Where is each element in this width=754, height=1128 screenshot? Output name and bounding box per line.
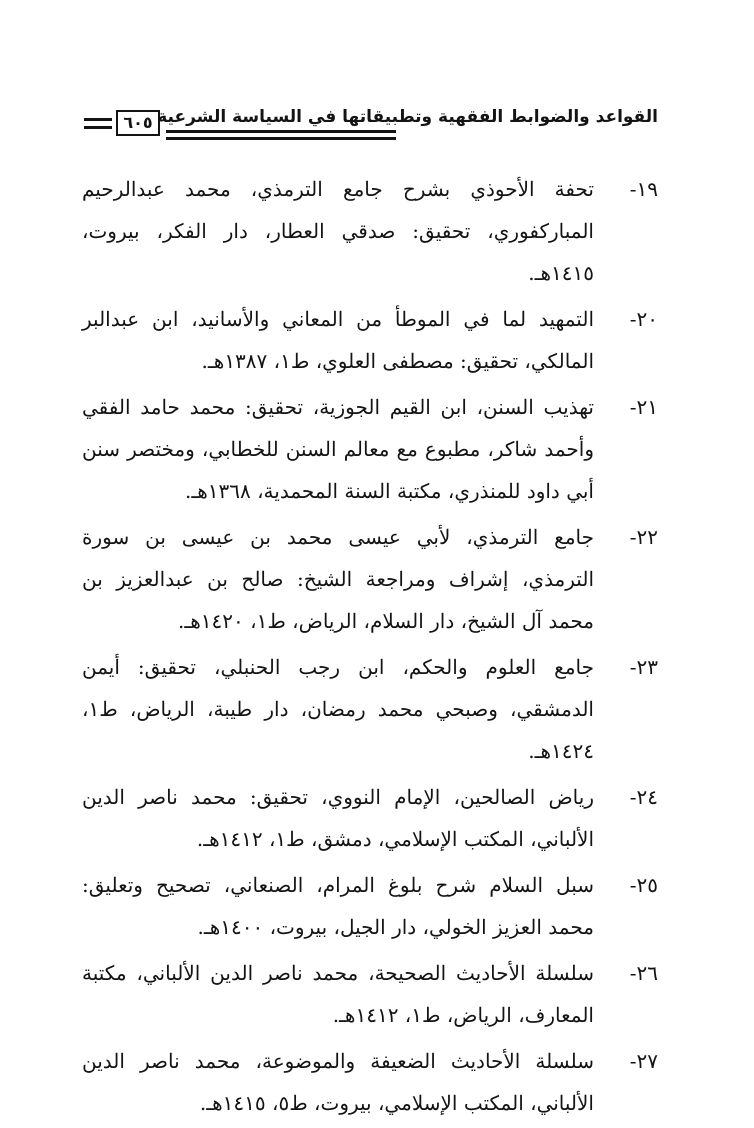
entry-number: ٢٣-: [629, 655, 658, 679]
list-item: [82, 298, 658, 382]
entry-text: سلسلة الأحاديث الصحيحة، محمد ناصر الدين الألباني، مكتبة المعارف، الرياض، ط١، ١٤١٢هـ.: [82, 961, 594, 1027]
entry-number: ١٩-: [629, 177, 658, 201]
entry-text: التمهيد لما في الموطأ من المعاني والأسانيد، ابن عبدالبر المالكي، تحقيق: مصطفى العلوي، ط١، ١٣٨٧هـ.: [82, 307, 594, 373]
entry-number: ٢٧-: [629, 1049, 658, 1073]
header-rule: [166, 130, 396, 133]
running-title: القواعد والضوابط الفقهية وتطبيقاتها في السياسة الشرعية: [157, 107, 658, 127]
list-item: [82, 646, 658, 772]
entry-number: ٢١-: [629, 395, 658, 419]
entry-number: ٢٤-: [629, 785, 658, 809]
list-item: [82, 776, 658, 860]
page-number: ٦٠٥: [116, 110, 160, 136]
list-item: [82, 386, 658, 512]
entry-number: ٢٥-: [629, 873, 658, 897]
entry-text: تحفة الأحوذي بشرح جامع الترمذي، محمد عبدالرحيم المباركفوري، تحقيق: صدقي العطار، دار الفكر، بيروت، ١٤١٥هـ.: [82, 177, 594, 285]
list-item: [82, 168, 658, 294]
entry-text: جامع الترمذي، لأبي عيسى محمد بن عيسى بن سورة الترمذي، إشراف ومراجعة الشيخ: صالح بن عبدالعزيز بن محمد آل الشيخ، دار السلام، الرياض، ط١، ١٤٢٠هـ.: [82, 525, 594, 633]
bibliography-list: [82, 168, 658, 1128]
header-rule: [84, 126, 112, 129]
entry-text: سلسلة الأحاديث الضعيفة والموضوعة، محمد ناصر الدين الألباني، المكتب الإسلامي، بيروت، ط٥، ١٤١٥هـ.: [82, 1049, 594, 1115]
header-rule: [84, 118, 112, 121]
list-item: [82, 1040, 658, 1124]
header-rule: [166, 137, 396, 140]
entry-number: ٢٢-: [629, 525, 658, 549]
entry-text: سبل السلام شرح بلوغ المرام، الصنعاني، تصحيح وتعليق: محمد العزيز الخولي، دار الجيل، بيروت، ١٤٠٠هـ.: [82, 873, 594, 939]
list-item: [82, 952, 658, 1036]
list-item: [82, 864, 658, 948]
entry-text: تهذيب السنن، ابن القيم الجوزية، تحقيق: محمد حامد الفقي وأحمد شاكر، مطبوع مع معالم السنن للخطابي، ومختصر سنن أبي داود للمنذري، مكتبة السنة المحمدية، ١٣٦٨هـ.: [82, 395, 594, 503]
list-item: [82, 516, 658, 642]
page-header: [84, 104, 658, 148]
entry-text: رياض الصالحين، الإمام النووي، تحقيق: محمد ناصر الدين الألباني، المكتب الإسلامي، دمشق، ط١، ١٤١٢هـ.: [82, 785, 594, 851]
entry-number: ٢٦-: [629, 961, 658, 985]
entry-number: ٢٠-: [629, 307, 658, 331]
entry-text: جامع العلوم والحكم، ابن رجب الحنبلي، تحقيق: أيمن الدمشقي، وصبحي محمد رمضان، دار طيبة، الرياض، ط١، ١٤٢٤هـ.: [82, 655, 594, 763]
